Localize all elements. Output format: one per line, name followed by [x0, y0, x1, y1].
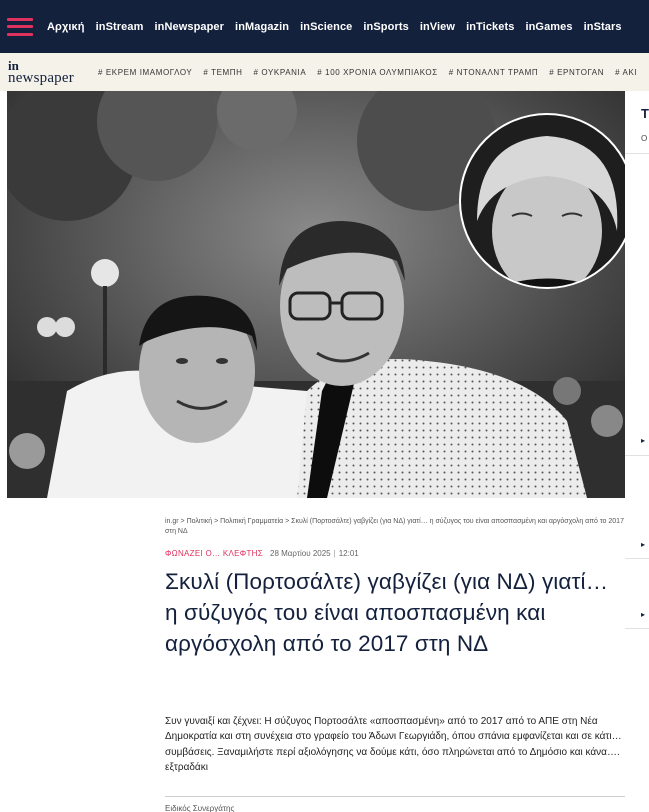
sidebar-arrow-icon[interactable]: ▸: [641, 540, 646, 549]
logo-line-2: newspaper: [8, 70, 74, 86]
nav-item-instream[interactable]: inStream: [95, 20, 144, 33]
tag-link[interactable]: # ΟΥΚΡΑΝΙΑ: [253, 67, 307, 77]
sidebar-title-fragment: Τ: [641, 106, 649, 121]
nav-item-ingames[interactable]: inGames: [525, 20, 573, 33]
article-lead: Συν γυναιξί και ζέχνει: Η σύζυγος Πορτοσάλτε «αποσπασμένη» από το 2017 από το ΑΠΕ στη Νέα Δημοκρατία και στη συνέχεια στο γραφείο του Άδωνι Γεωργιάδη, όπου σπάνια εμφανίζεται και σε κάτι… συμβάσεις. Ξαναμιλήστε περί αξιολόγησης να δούμε κάτι, όσο πληρώνεται από το Δημόσιο και κάνα…. εξτραδάκι: [165, 716, 622, 774]
top-nav: [0, 0, 649, 53]
tag-link[interactable]: # ΝΤΟΝΑΛΝΤ ΤΡΑΜΠ: [448, 67, 539, 77]
nav-item-instars[interactable]: inStars: [583, 20, 622, 33]
nav-item-inview[interactable]: inView: [419, 20, 456, 33]
divider: [165, 796, 625, 797]
sidebar-divider: [625, 558, 649, 559]
tag-link[interactable]: # ΕΚΡΕΜ ΙΜΑΜΟΓΛΟΥ: [98, 67, 193, 77]
trending-bar: [0, 53, 649, 91]
tag-link[interactable]: # ΑΚΙ: [615, 67, 638, 77]
hero-image: [7, 91, 625, 498]
logo-line-1: in: [8, 58, 19, 73]
sidebar-arrow-icon[interactable]: ▸: [641, 610, 646, 619]
nav-item-intickets[interactable]: inTickets: [466, 20, 515, 33]
sidebar-divider: [625, 153, 649, 154]
sidebar-subtitle-fragment: Ο: [641, 134, 648, 143]
sidebar-divider: [625, 628, 649, 629]
tag-link[interactable]: # ΤΕΜΠΗ: [203, 67, 243, 77]
article-meta: [165, 549, 359, 558]
sidebar-divider: [625, 455, 649, 456]
nav-item-insports[interactable]: inSports: [363, 20, 409, 33]
trending-tags: [98, 68, 648, 77]
nav-item-innewspaper[interactable]: inNewspaper: [154, 20, 225, 33]
menu-icon[interactable]: [7, 18, 33, 36]
author-name[interactable]: Ειδικός Συνεργάτης: [165, 804, 235, 812]
breadcrumb[interactable]: in.gr > Πολιτική > Πολιτική Γραμματεία > Σκυλί (Πορτοσάλτε) γαβγίζει (για ΝΔ) γιατί… η σύζυγος του είναι αποσπασμένη και αργόσχολη από το 2017 στη ΝΔ: [165, 518, 624, 535]
category-label[interactable]: ΦΩΝΑΖΕΙ Ο… ΚΛΕΦΤΗΣ: [165, 549, 263, 558]
article-headline: Σκυλί (Πορτοσάλτε) γαβγίζει (για ΝΔ) γιατί… η σύζυγός του είναι αποσπασμένη και αργόσχολη από το 2017 στη ΝΔ: [165, 569, 609, 656]
meta-separator: |: [333, 549, 336, 558]
publish-date: 28 Μαρτίου 2025: [270, 549, 331, 558]
nav-item-home[interactable]: Αρχική: [47, 20, 85, 33]
tag-link[interactable]: # 100 ΧΡΟΝΙΑ ΟΛΥΜΠΙΑΚΟΣ: [317, 67, 438, 77]
site-logo[interactable]: [8, 60, 98, 84]
nav-item-inmagazin[interactable]: inMagazin: [235, 20, 290, 33]
nav-item-inscience[interactable]: inScience: [300, 20, 353, 33]
sidebar-arrow-icon[interactable]: ▸: [641, 436, 646, 445]
tag-link[interactable]: # ΕΡΝΤΟΓΑΝ: [549, 67, 605, 77]
publish-time: 12:01: [338, 549, 359, 558]
hero-photo: [7, 91, 625, 498]
